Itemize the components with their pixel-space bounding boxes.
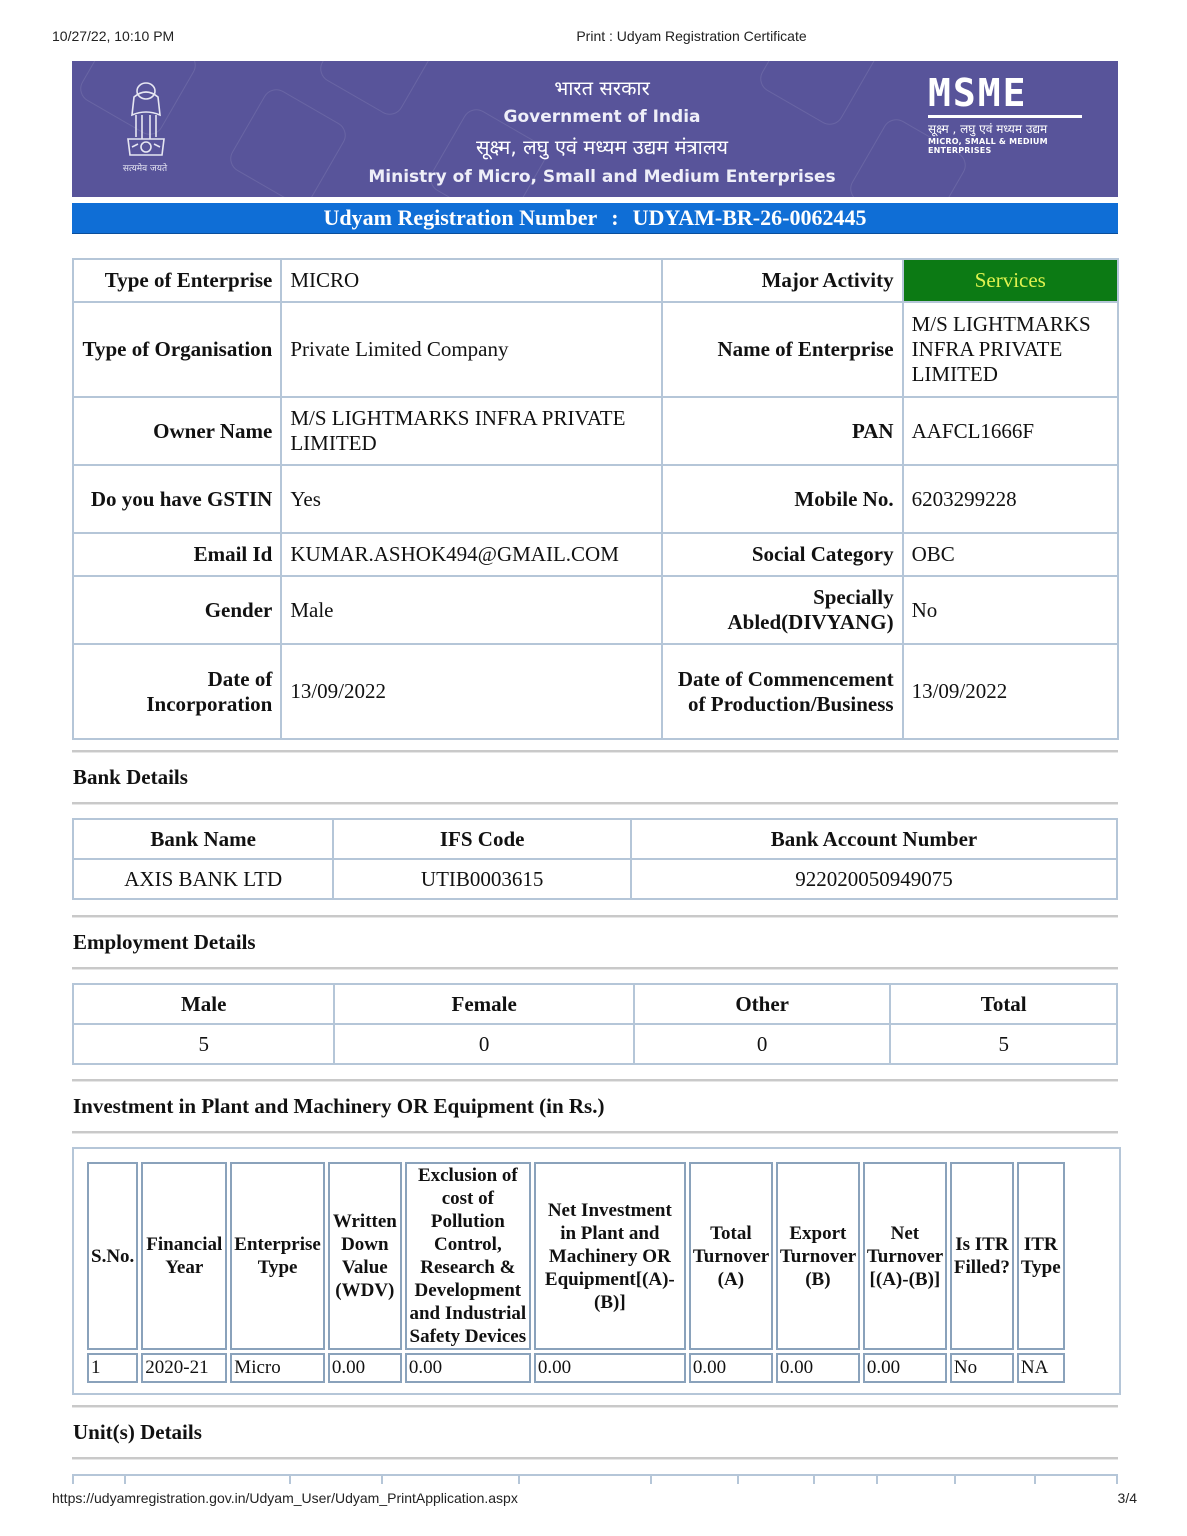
owner-name-label: Owner Name: [73, 397, 281, 465]
column-divider: [72, 1476, 74, 1484]
export-turnover-header: Export Turnover (B): [776, 1162, 860, 1350]
registration-label: Udyam Registration Number: [323, 205, 598, 230]
type-of-organisation-label: Type of Organisation: [73, 302, 281, 397]
table-row: [73, 576, 1118, 644]
section-divider: [72, 1405, 1118, 1408]
net-turnover-header: Net Turnover [(A)-(B)]: [863, 1162, 947, 1350]
employment-details-heading: Employment Details: [73, 930, 256, 954]
table-row: [73, 397, 1118, 465]
column-divider: [650, 1476, 652, 1484]
table-row: [73, 259, 1118, 302]
gstin-value: Yes: [281, 465, 662, 533]
investment-table-container: [72, 1147, 1121, 1395]
table-row: [73, 465, 1118, 533]
ministry-banner: [72, 61, 1118, 197]
section-divider: [72, 802, 1118, 805]
bank-details-table: [72, 818, 1118, 900]
net-investment-header: Net Investment in Plant and Machinery OR Equipment[(A)-(B)]: [534, 1162, 686, 1350]
pan-label: PAN: [662, 397, 903, 465]
column-divider: [381, 1476, 383, 1484]
other-header: Other: [634, 984, 891, 1024]
column-divider: [124, 1476, 126, 1484]
exclusion-cost-cell: 0.00: [405, 1353, 531, 1383]
bank-name-value: AXIS BANK LTD: [73, 859, 333, 899]
table-header-row: [73, 819, 1117, 859]
financial-year-cell: 2020-21: [141, 1353, 227, 1383]
table-row: [73, 533, 1118, 576]
itr-type-header: ITR Type: [1017, 1162, 1065, 1350]
section-divider: [72, 1131, 1118, 1134]
section-divider: [72, 750, 1118, 753]
enterprise-type-header: Enterprise Type: [230, 1162, 325, 1350]
column-divider: [813, 1476, 815, 1484]
print-title: Print : Udyam Registration Certificate: [576, 28, 807, 44]
msme-logo: [928, 73, 1088, 155]
itr-filled-header: Is ITR Filled?: [950, 1162, 1014, 1350]
email-value: KUMAR.ASHOK494@GMAIL.COM: [281, 533, 662, 576]
bank-name-header: Bank Name: [73, 819, 333, 859]
export-turnover-cell: 0.00: [776, 1353, 860, 1383]
print-datetime: 10/27/22, 10:10 PM: [52, 28, 175, 44]
pan-value: AAFCL1666F: [903, 397, 1118, 465]
other-count: 0: [634, 1024, 891, 1064]
government-title: Government of India: [503, 107, 701, 127]
table-row: [73, 859, 1117, 899]
owner-name-value: M/S LIGHTMARKS INFRA PRIVATE LIMITED: [281, 397, 662, 465]
account-number-value: 922020050949075: [631, 859, 1117, 899]
wdv-cell: 0.00: [328, 1353, 402, 1383]
print-header: [0, 28, 1187, 48]
column-divider: [954, 1476, 956, 1484]
msme-logo-icon: MSME: [928, 71, 1028, 115]
registration-number-bar: [72, 203, 1118, 234]
table-row: [73, 644, 1118, 739]
date-incorporation-value: 13/09/2022: [281, 644, 662, 739]
email-label: Email Id: [73, 533, 281, 576]
column-divider: [518, 1476, 520, 1484]
units-table-top-edge: [72, 1474, 1118, 1484]
units-details-heading: Unit(s) Details: [73, 1420, 202, 1444]
social-category-value: OBC: [903, 533, 1118, 576]
name-of-enterprise-label: Name of Enterprise: [662, 302, 903, 397]
male-header: Male: [73, 984, 334, 1024]
section-divider: [72, 1457, 1118, 1460]
ministry-title: Ministry of Micro, Small and Medium Enterprises: [368, 167, 836, 187]
registration-separator: :: [611, 205, 619, 230]
ifs-code-value: UTIB0003615: [333, 859, 631, 899]
female-header: Female: [334, 984, 633, 1024]
mobile-value: 6203299228: [903, 465, 1118, 533]
section-divider: [72, 967, 1118, 970]
gender-label: Gender: [73, 576, 281, 644]
column-divider: [737, 1476, 739, 1484]
mobile-label: Mobile No.: [662, 465, 903, 533]
date-commencement-value: 13/09/2022: [903, 644, 1118, 739]
major-activity-badge: Services: [903, 259, 1118, 302]
total-turnover-header: Total Turnover (A): [689, 1162, 773, 1350]
exclusion-cost-header: Exclusion of cost of Pollution Control, Research & Development and Industrial Safety Devices: [405, 1162, 531, 1350]
specially-abled-value: No: [903, 576, 1118, 644]
table-row: [73, 302, 1118, 397]
section-divider: [72, 915, 1118, 918]
print-url: https://udyamregistration.gov.in/Udyam_User/Udyam_PrintApplication.aspx: [52, 1490, 518, 1506]
investment-table: [84, 1159, 1068, 1386]
hindi-government-title: भारत सरकार: [554, 76, 650, 100]
sno-header: S.No.: [87, 1162, 138, 1350]
msme-logo-rule: [928, 115, 1082, 118]
column-divider: [289, 1476, 291, 1484]
itr-filled-cell: No: [950, 1353, 1014, 1383]
section-divider: [72, 1079, 1118, 1082]
total-header: Total: [890, 984, 1117, 1024]
total-turnover-cell: 0.00: [689, 1353, 773, 1383]
major-activity-label: Major Activity: [662, 259, 903, 302]
social-category-label: Social Category: [662, 533, 903, 576]
bank-details-heading: Bank Details: [73, 765, 188, 789]
date-commencement-label: Date of Commencement of Production/Business: [662, 644, 903, 739]
enterprise-type-cell: Micro: [230, 1353, 325, 1383]
table-row: [87, 1353, 1065, 1383]
investment-heading: Investment in Plant and Machinery OR Equipment (in Rs.): [73, 1094, 605, 1118]
table-header-row: [87, 1162, 1065, 1350]
type-of-enterprise-label: Type of Enterprise: [73, 259, 281, 302]
financial-year-header: Financial Year: [141, 1162, 227, 1350]
male-count: 5: [73, 1024, 334, 1064]
column-divider: [1116, 1476, 1118, 1484]
table-row: [73, 1024, 1117, 1064]
specially-abled-label: Specially Abled(DIVYANG): [662, 576, 903, 644]
msme-english-text: MICRO, SMALL & MEDIUM ENTERPRISES: [928, 137, 1048, 155]
net-turnover-cell: 0.00: [863, 1353, 947, 1383]
type-of-enterprise-value: MICRO: [281, 259, 662, 302]
sno-cell: 1: [87, 1353, 138, 1383]
column-divider: [1034, 1476, 1036, 1484]
itr-type-cell: NA: [1017, 1353, 1065, 1383]
ifs-code-header: IFS Code: [333, 819, 631, 859]
total-count: 5: [890, 1024, 1117, 1064]
gender-value: Male: [281, 576, 662, 644]
employment-details-table: [72, 983, 1118, 1065]
female-count: 0: [334, 1024, 633, 1064]
name-of-enterprise-value: M/S LIGHTMARKS INFRA PRIVATE LIMITED: [903, 302, 1118, 397]
account-number-header: Bank Account Number: [631, 819, 1117, 859]
gstin-label: Do you have GSTIN: [73, 465, 281, 533]
table-header-row: [73, 984, 1117, 1024]
print-page-number: 3/4: [1117, 1490, 1137, 1506]
net-investment-cell: 0.00: [534, 1353, 686, 1383]
type-of-organisation-value: Private Limited Company: [281, 302, 662, 397]
hindi-ministry-title: सूक्ष्म, लघु एवं मध्यम उद्यम मंत्रालय: [476, 135, 728, 159]
msme-hindi-text: सूक्ष्म , लघु एवं मध्यम उद्यम: [928, 122, 1048, 136]
emblem-motto: सत्यमेव जयते: [122, 164, 168, 174]
column-divider: [876, 1476, 878, 1484]
enterprise-details-table: [72, 258, 1119, 740]
date-incorporation-label: Date of Incorporation: [73, 644, 281, 739]
registration-number: UDYAM-BR-26-0062445: [632, 205, 867, 230]
wdv-header: Written Down Value (WDV): [328, 1162, 402, 1350]
